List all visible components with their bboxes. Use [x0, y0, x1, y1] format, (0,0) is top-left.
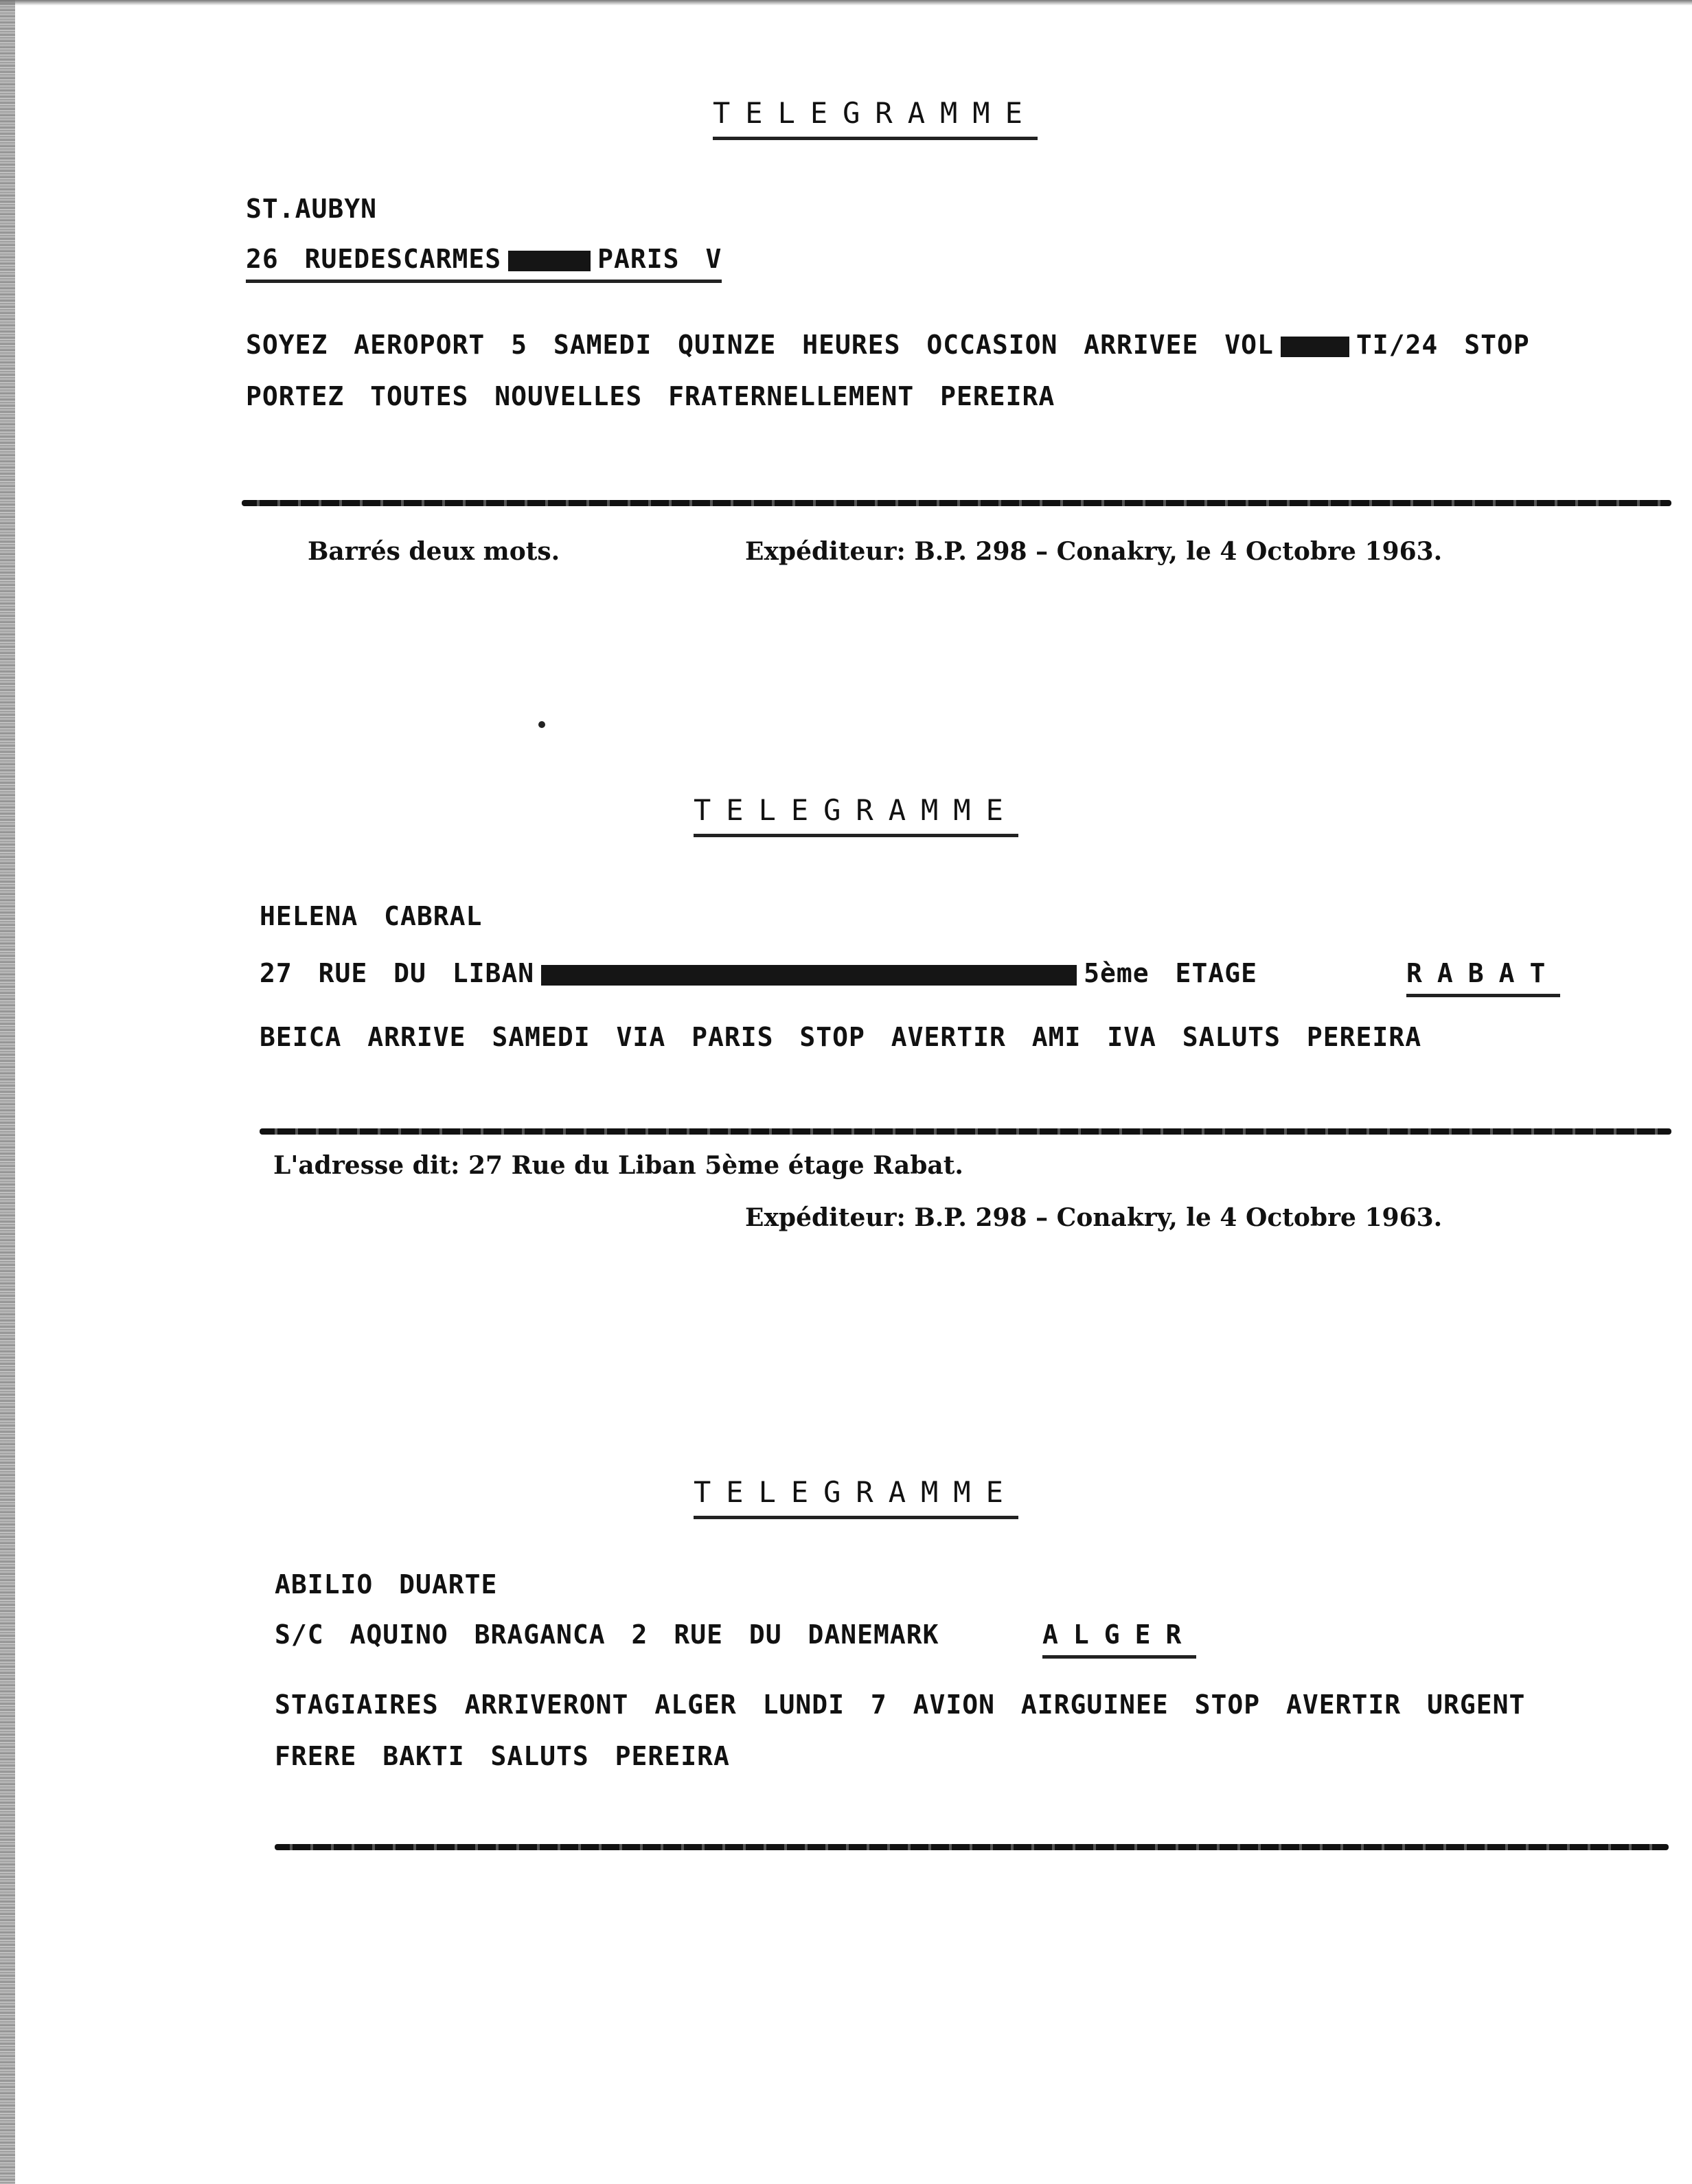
address-line: [260, 958, 1257, 988]
destination-city: RABAT: [1406, 958, 1560, 997]
separator-rule: [242, 500, 1671, 506]
addressee: ST.AUBYN: [246, 194, 378, 224]
address-street: 27 RUE DU LIBAN: [260, 958, 535, 988]
scan-edge-left: [0, 0, 15, 2184]
note: L'adresse dit: 27 Rue du Liban 5ème étage Rabat.: [273, 1151, 963, 1180]
addressee: HELENA CABRAL: [260, 901, 483, 931]
message-line-1: [246, 330, 1530, 360]
telegram-title: TELEGRAMME: [694, 793, 1018, 837]
message-line-2: FRERE BAKTI SALUTS PEREIRA: [275, 1741, 730, 1771]
address-line: S/C AQUINO BRAGANCA 2 RUE DU DANEMARK: [275, 1619, 939, 1650]
message-text-a: SOYEZ AEROPORT 5 SAMEDI QUINZE HEURES OCCASION ARRIVEE VOL: [246, 330, 1274, 360]
message-line-1: STAGIAIRES ARRIVERONT ALGER LUNDI 7 AVION AIRGUINEE STOP AVERTIR URGENT: [275, 1690, 1526, 1720]
message-text-b: TI/24 STOP: [1356, 330, 1530, 360]
addressee: ABILIO DUARTE: [275, 1569, 498, 1600]
telegram-title: TELEGRAMME: [694, 1475, 1018, 1519]
sender-line: Expéditeur: B.P. 298 – Conakry, le 4 Octobre 1963.: [745, 1203, 1443, 1232]
address-line: [246, 244, 722, 283]
scan-edge-top: [0, 0, 1692, 5]
note: Barrés deux mots.: [308, 537, 560, 566]
redaction-mark: [508, 251, 591, 271]
destination-city: ALGER: [1042, 1619, 1196, 1659]
message-line-2: PORTEZ TOUTES NOUVELLES FRATERNELLEMENT PEREIRA: [246, 381, 1055, 411]
address-floor: 5ème ETAGE: [1084, 958, 1257, 988]
separator-rule: [260, 1128, 1671, 1135]
message-line-1: BEICA ARRIVE SAMEDI VIA PARIS STOP AVERTIR AMI IVA SALUTS PEREIRA: [260, 1022, 1422, 1052]
telegram-title: TELEGRAMME: [713, 96, 1038, 140]
sender-line: Expéditeur: B.P. 298 – Conakry, le 4 Octobre 1963.: [745, 537, 1443, 566]
redaction-mark: [1281, 337, 1349, 357]
address-street: 26 RUEDESCARMES: [246, 244, 502, 274]
address-city: PARIS V: [597, 244, 722, 274]
scan-speck: [538, 721, 545, 728]
separator-rule: [275, 1844, 1669, 1850]
redaction-mark: [541, 965, 1077, 986]
